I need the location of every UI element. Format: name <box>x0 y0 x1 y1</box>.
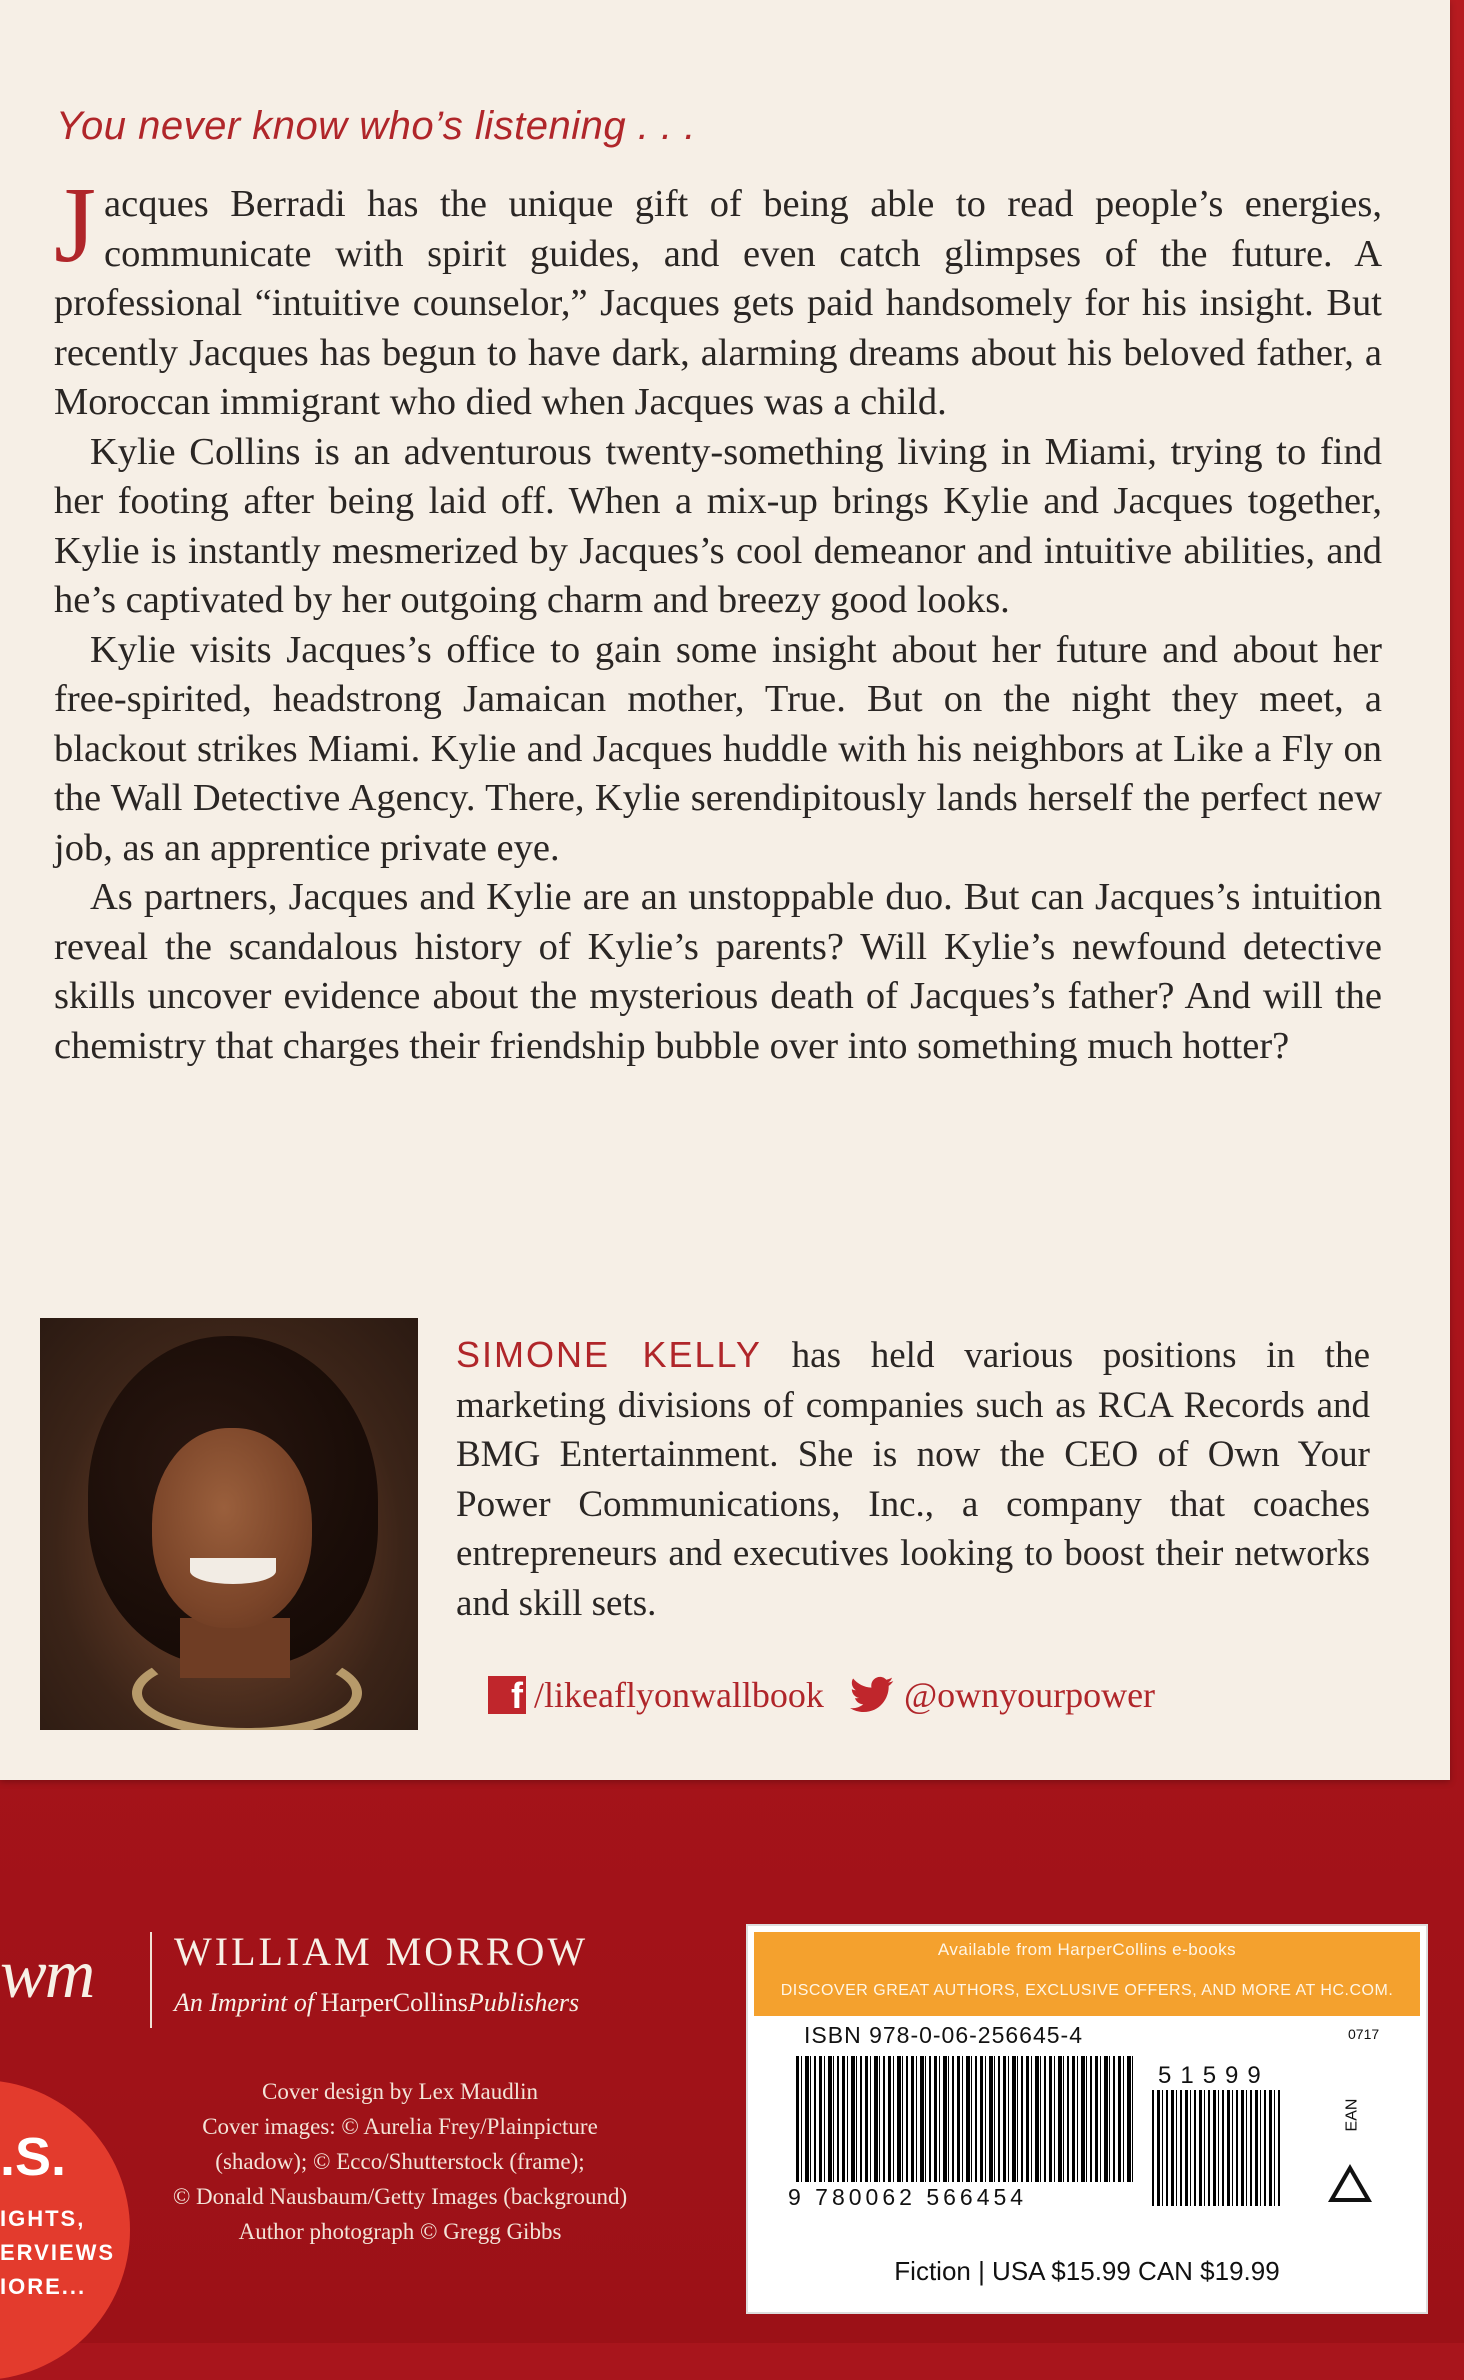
barcode-bars <box>796 2056 1136 2182</box>
imprint-publisher: HarperCollins <box>320 1988 468 2017</box>
price-supplement: 51599 <box>1158 2062 1270 2089</box>
paragraph-1 <box>54 166 1382 428</box>
publisher-name: WILLIAM MORROW <box>174 1929 589 1974</box>
paragraph-1-text: acques Berradi has the unique gift of being able to read people’s energies, communicate with spirit guides, and even catch glimpses of the future. A professional “intuitive counselor,” Jacques gets paid handsomely for his insight. But recently Jacques has begun to have dark, alarming dreams about his beloved father, a Moroccan immigrant who died when Jacques was a child. <box>54 183 1382 423</box>
price-line: Fiction | USA $15.99 CAN $19.99 <box>894 2256 1280 2286</box>
imprint-suffix: Publishers <box>467 1988 580 2017</box>
ebook-banner <box>754 1932 1420 2016</box>
author-bio-text: has held various positions in the marketing divisions of companies such as RCA Records and BMG Entertainment. She is now the CEO of Own Your Power Communications, Inc., a company that coaches entrepreneurs and executives looking to boost their networks and skill sets. <box>456 1335 1370 1624</box>
credit-line-1: Cover design by Lex Maudlin <box>262 2079 538 2104</box>
book-description <box>54 166 1382 1071</box>
facebook-icon: f <box>488 1676 526 1714</box>
promo-badge-line-3: IORE... <box>0 2274 87 2299</box>
paragraph-2: Kylie Collins is an adventurous twenty-something living in Miami, trying to find her footing after being laid off. When a mix-up brings Kylie and Jacques together, Kylie is instantly mesmerized by Jacques’s cool demeanor and intuitive abilities, and he’s captivated by her outgoing charm and breezy good looks. <box>54 430 1382 621</box>
author-name: SIMONE KELLY <box>456 1334 762 1375</box>
william-morrow-logo: wm <box>0 1936 94 2013</box>
credit-line-5: Author photograph © Gregg Gibbs <box>238 2219 562 2244</box>
author-photo-face <box>152 1428 312 1628</box>
ean-triangle-icon <box>1328 2164 1372 2202</box>
facebook-handle[interactable]: /likeaflyonwallbook <box>534 1675 824 1715</box>
credit-line-4: © Donald Nausbaum/Getty Images (background) <box>172 2184 628 2209</box>
credit-line-2: Cover images: © Aurelia Frey/Plainpicture <box>202 2114 598 2139</box>
publisher-subtitle <box>174 1988 579 2018</box>
paragraph-3: Kylie visits Jacques’s office to gain some insight about her future and about her free-spirited, headstrong Jamaican mother, True. But on the night they meet, a blackout strikes Miami. Kylie and Jacques huddle with his neighbors at Like a Fly on the Wall Detective Agency. There, Kylie serendipitously lands herself the perfect new job, as an apprentice private eye. <box>54 628 1382 869</box>
ebook-banner-line-1: Available from HarperCollins e-books <box>937 1940 1237 1959</box>
credit-line-3: (shadow); © Ecco/Shutterstock (frame); <box>215 2149 585 2174</box>
batch-code: 0717 <box>1348 2026 1380 2042</box>
author-bio <box>456 1330 1370 1628</box>
ean-label: EAN <box>1343 2098 1361 2132</box>
twitter-handle[interactable]: @ownyourpower <box>903 1675 1156 1715</box>
ebook-banner-line-2: DISCOVER GREAT AUTHORS, EXCLUSIVE OFFERS, AND MORE AT HC.COM. <box>780 1982 1394 1999</box>
cover-credits <box>60 2074 740 2249</box>
drop-cap: J <box>54 166 97 285</box>
barcode-digits: 9 780062 566454 <box>788 2184 1028 2210</box>
promo-badge-title: .S. <box>0 2127 67 2187</box>
promo-badge-line-1: IGHTS, <box>0 2206 86 2231</box>
imprint-prefix: An Imprint of <box>174 1988 315 2017</box>
promo-badge-line-2: ERVIEWS <box>0 2240 116 2265</box>
twitter-icon <box>850 1676 894 1714</box>
supplement-bars <box>1152 2090 1282 2206</box>
isbn: ISBN 978-0-06-256645-4 <box>804 2022 1083 2048</box>
paragraph-4: As partners, Jacques and Kylie are an unstoppable duo. But can Jacques’s intuition reveal the scandalous history of Kylie’s parents? Will Kylie’s newfound detective skills uncover evidence about the mysterious death of Jacques’s father? And will the chemistry that charges their friendship bubble over into something much hotter? <box>54 876 1382 1067</box>
author-photo-necklace <box>132 1648 362 1730</box>
tagline: You never know who’s listening . . . <box>56 104 696 148</box>
author-photo <box>40 1318 418 1730</box>
social-links <box>488 1670 1155 1720</box>
author-photo-smile <box>190 1558 276 1584</box>
barcode-box <box>746 1924 1428 2314</box>
imprint-divider <box>150 1932 152 2028</box>
